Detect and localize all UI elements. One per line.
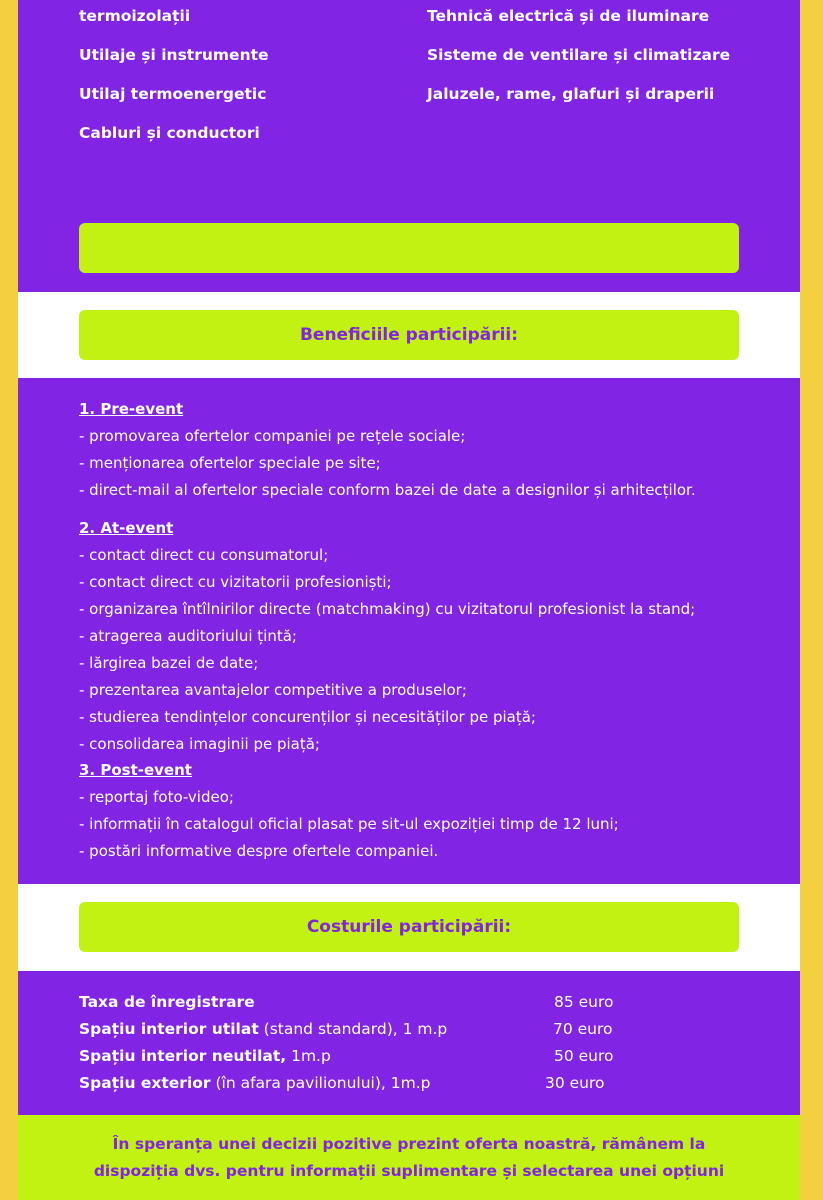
cost-row-interior-equipped [79, 1018, 739, 1045]
benefit-item: - promovarea ofertelor companiei pe rețele sociale; [79, 427, 466, 445]
benefit-item: - reportaj foto-video; [79, 788, 234, 806]
benefit-item: - postări informative despre ofertele companiei. [79, 842, 439, 860]
benefit-group-at-event [79, 517, 695, 760]
costs-title: Costurile participării: [79, 902, 739, 952]
benefit-item: - consolidarea imaginii pe piață; [79, 735, 320, 753]
benefit-item: - organizarea întîlnirilor directe (matchmaking) cu vizitatorul profesionist la stand; [79, 600, 696, 618]
benefit-item: - contact direct cu consumatorul; [79, 546, 329, 564]
categories-left-column [79, 6, 269, 162]
empty-highlight-bar [79, 223, 739, 273]
cost-label: Spațiu interior neutilat, 1m.p [79, 1047, 331, 1065]
benefit-item: - menționarea ofertelor speciale pe site; [79, 454, 381, 472]
category-item: Utilaj termoenergetic [79, 85, 267, 103]
benefit-item: - prezentarea avantajelor competitive a produselor; [79, 681, 467, 699]
cost-label: Spațiu interior utilat (stand standard), 1 m.p [79, 1020, 448, 1038]
benefit-item: - informații în catalogul oficial plasat pe sit-ul expoziției timp de 12 luni; [79, 815, 619, 833]
cost-price: 70 euro [553, 1020, 613, 1038]
category-item: Tehnică electrică și de iluminare [427, 7, 710, 25]
category-item: termoizolații [79, 7, 191, 25]
cost-row-registration [79, 991, 739, 1018]
costs-header-band [18, 884, 800, 971]
category-item: Sisteme de ventilare și climatizare [427, 46, 731, 64]
benefit-item: - lărgirea bazei de date; [79, 654, 259, 672]
benefits-header-band [18, 292, 800, 378]
costs-section [18, 971, 800, 1115]
categories-section [18, 0, 800, 292]
benefit-item: - direct-mail al ofertelor speciale conform bazei de date a designilor și arhitecților. [79, 481, 696, 499]
benefits-title: Beneficiile participării: [79, 310, 739, 360]
cost-row-exterior [79, 1072, 739, 1099]
benefit-item: - contact direct cu vizitatorii profesioniști; [79, 573, 392, 591]
offer-page [18, 0, 800, 1200]
category-item: Cabluri și conductori [79, 124, 260, 142]
benefit-item: - studierea tendințelor concurenților și necesităților pe piață; [79, 708, 536, 726]
cost-price: 30 euro [545, 1074, 605, 1092]
cost-price: 50 euro [554, 1047, 614, 1065]
cost-row-interior-unequipped [79, 1045, 739, 1072]
benefit-group-heading: 3. Post-event [79, 761, 192, 779]
benefit-item: - atragerea auditoriului țintă; [79, 627, 297, 645]
closing-message [18, 1115, 800, 1200]
benefits-section [18, 378, 800, 884]
closing-line: În speranța unei decizii pozitive prezint oferta noastră, rămânem la [112, 1135, 706, 1153]
cost-price: 85 euro [554, 993, 614, 1011]
benefit-group-post-event [79, 759, 619, 867]
benefit-group-pre-event [79, 398, 696, 506]
cost-label: Taxa de înregistrare [79, 993, 255, 1011]
category-item: Jaluzele, rame, glafuri și draperii [427, 85, 715, 103]
cost-label: Spațiu exterior (în afara pavilionului), 1m.p [79, 1074, 431, 1092]
benefit-group-heading: 2. At-event [79, 519, 174, 537]
benefit-group-heading: 1. Pre-event [79, 400, 184, 418]
categories-right-column [427, 6, 730, 123]
category-item: Utilaje și instrumente [79, 46, 269, 64]
closing-line: dispoziția dvs. pentru informații suplimentare și selectarea unei opțiuni [93, 1162, 725, 1180]
